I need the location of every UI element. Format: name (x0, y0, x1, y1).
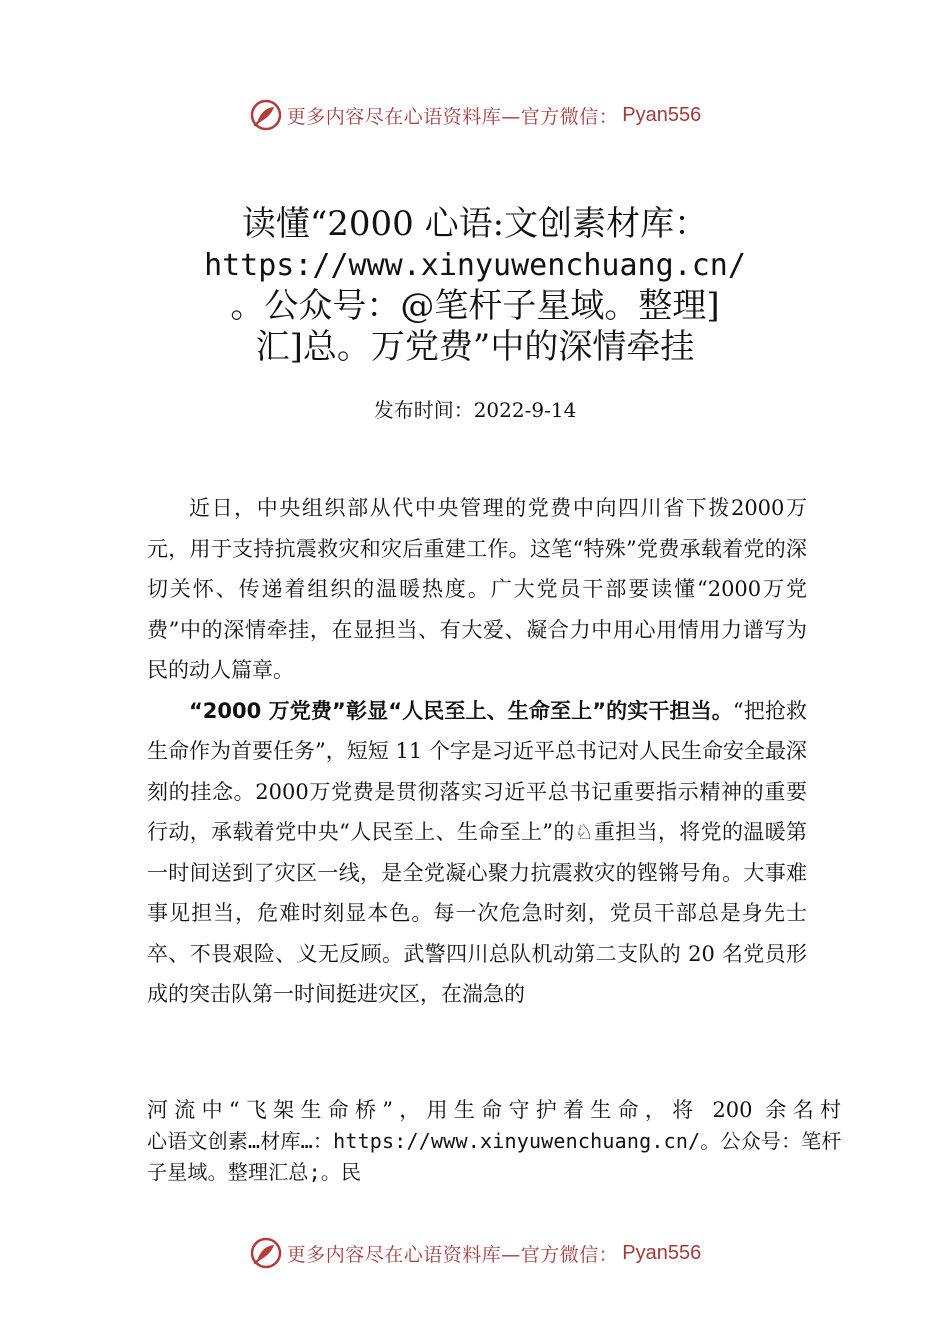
banner-wechat-id: Pyan556 (622, 1241, 702, 1264)
page-tail (147, 1095, 847, 1188)
brand-logo-icon (249, 98, 283, 132)
banner-text: 更多内容尽在心语资料库—官方微信： (286, 1243, 619, 1266)
title-line-2: https://www.xinyuwenchuang.cn/ (204, 248, 746, 283)
banner-text: 更多内容尽在心语资料库—官方微信： (286, 105, 619, 128)
bottom-banner (0, 1233, 950, 1273)
tail-line-2: 心语文创素…材库…：https://www.xinyuwenchuang.cn/。公众号：笔杆子星域。整理汇总;。民 (147, 1129, 842, 1184)
top-banner (0, 95, 950, 135)
paragraph-1: 近日，中央组织部从代中央管理的党费中向四川省下拨2000万元，用于支持抗震救灾和灾后重建工作。这笔“特殊”党费承载着党的深切关怀、传递着组织的温暖热度。广大党员干部要读懂“2000万党费”中的深情牵挂，在显担当、有大爱、凝合力中用心用情用力谱写为民的动人篇章。 (147, 496, 807, 682)
title-line-3: 。公众号：@笔杆子星域。整理] (230, 286, 720, 326)
title-line-1: 读懂“2000 心语:文创素材库： (241, 204, 709, 244)
article-body (147, 488, 807, 1015)
paragraph-2-lead: “2000 万党费”彰显“人民至上、生命至上”的实干担当。 (189, 698, 733, 723)
paragraph-2 (147, 691, 807, 1015)
document-title (150, 204, 800, 368)
title-line-4: 汇]总。万党费”中的深情牵挂 (255, 327, 695, 367)
tail-line-1: 河流中“飞架生命桥”，用生命守护着生命，将 200 余名村 (147, 1098, 841, 1122)
publish-date: 发布时间：2022-9-14 (373, 398, 577, 422)
brand-logo-icon (249, 1236, 283, 1270)
banner-wechat-id: Pyan556 (622, 103, 702, 126)
paragraph-2-text: “把抢救生命作为首要任务”，短短 11 个字是习近平总书记对人民生命安全最深刻的挂念。2000万党费是贯彻落实习近平总书记重要指示精神的重要行动，承载着党中央“人民至上、生命至上”的♘重担当，将党的温暖第一时间送到了灾区一线，是全党凝心聚力抗震救灾的铿锵号角。大事难事见担当，危难时刻显本色。每一次危急时刻，党员干部总是身先士卒、不畏艰险、义无反顾。武警四川总队机动第二支队的 20 名党员形成的突击队第一时间挺进灾区，在湍急的 (147, 698, 807, 1006)
